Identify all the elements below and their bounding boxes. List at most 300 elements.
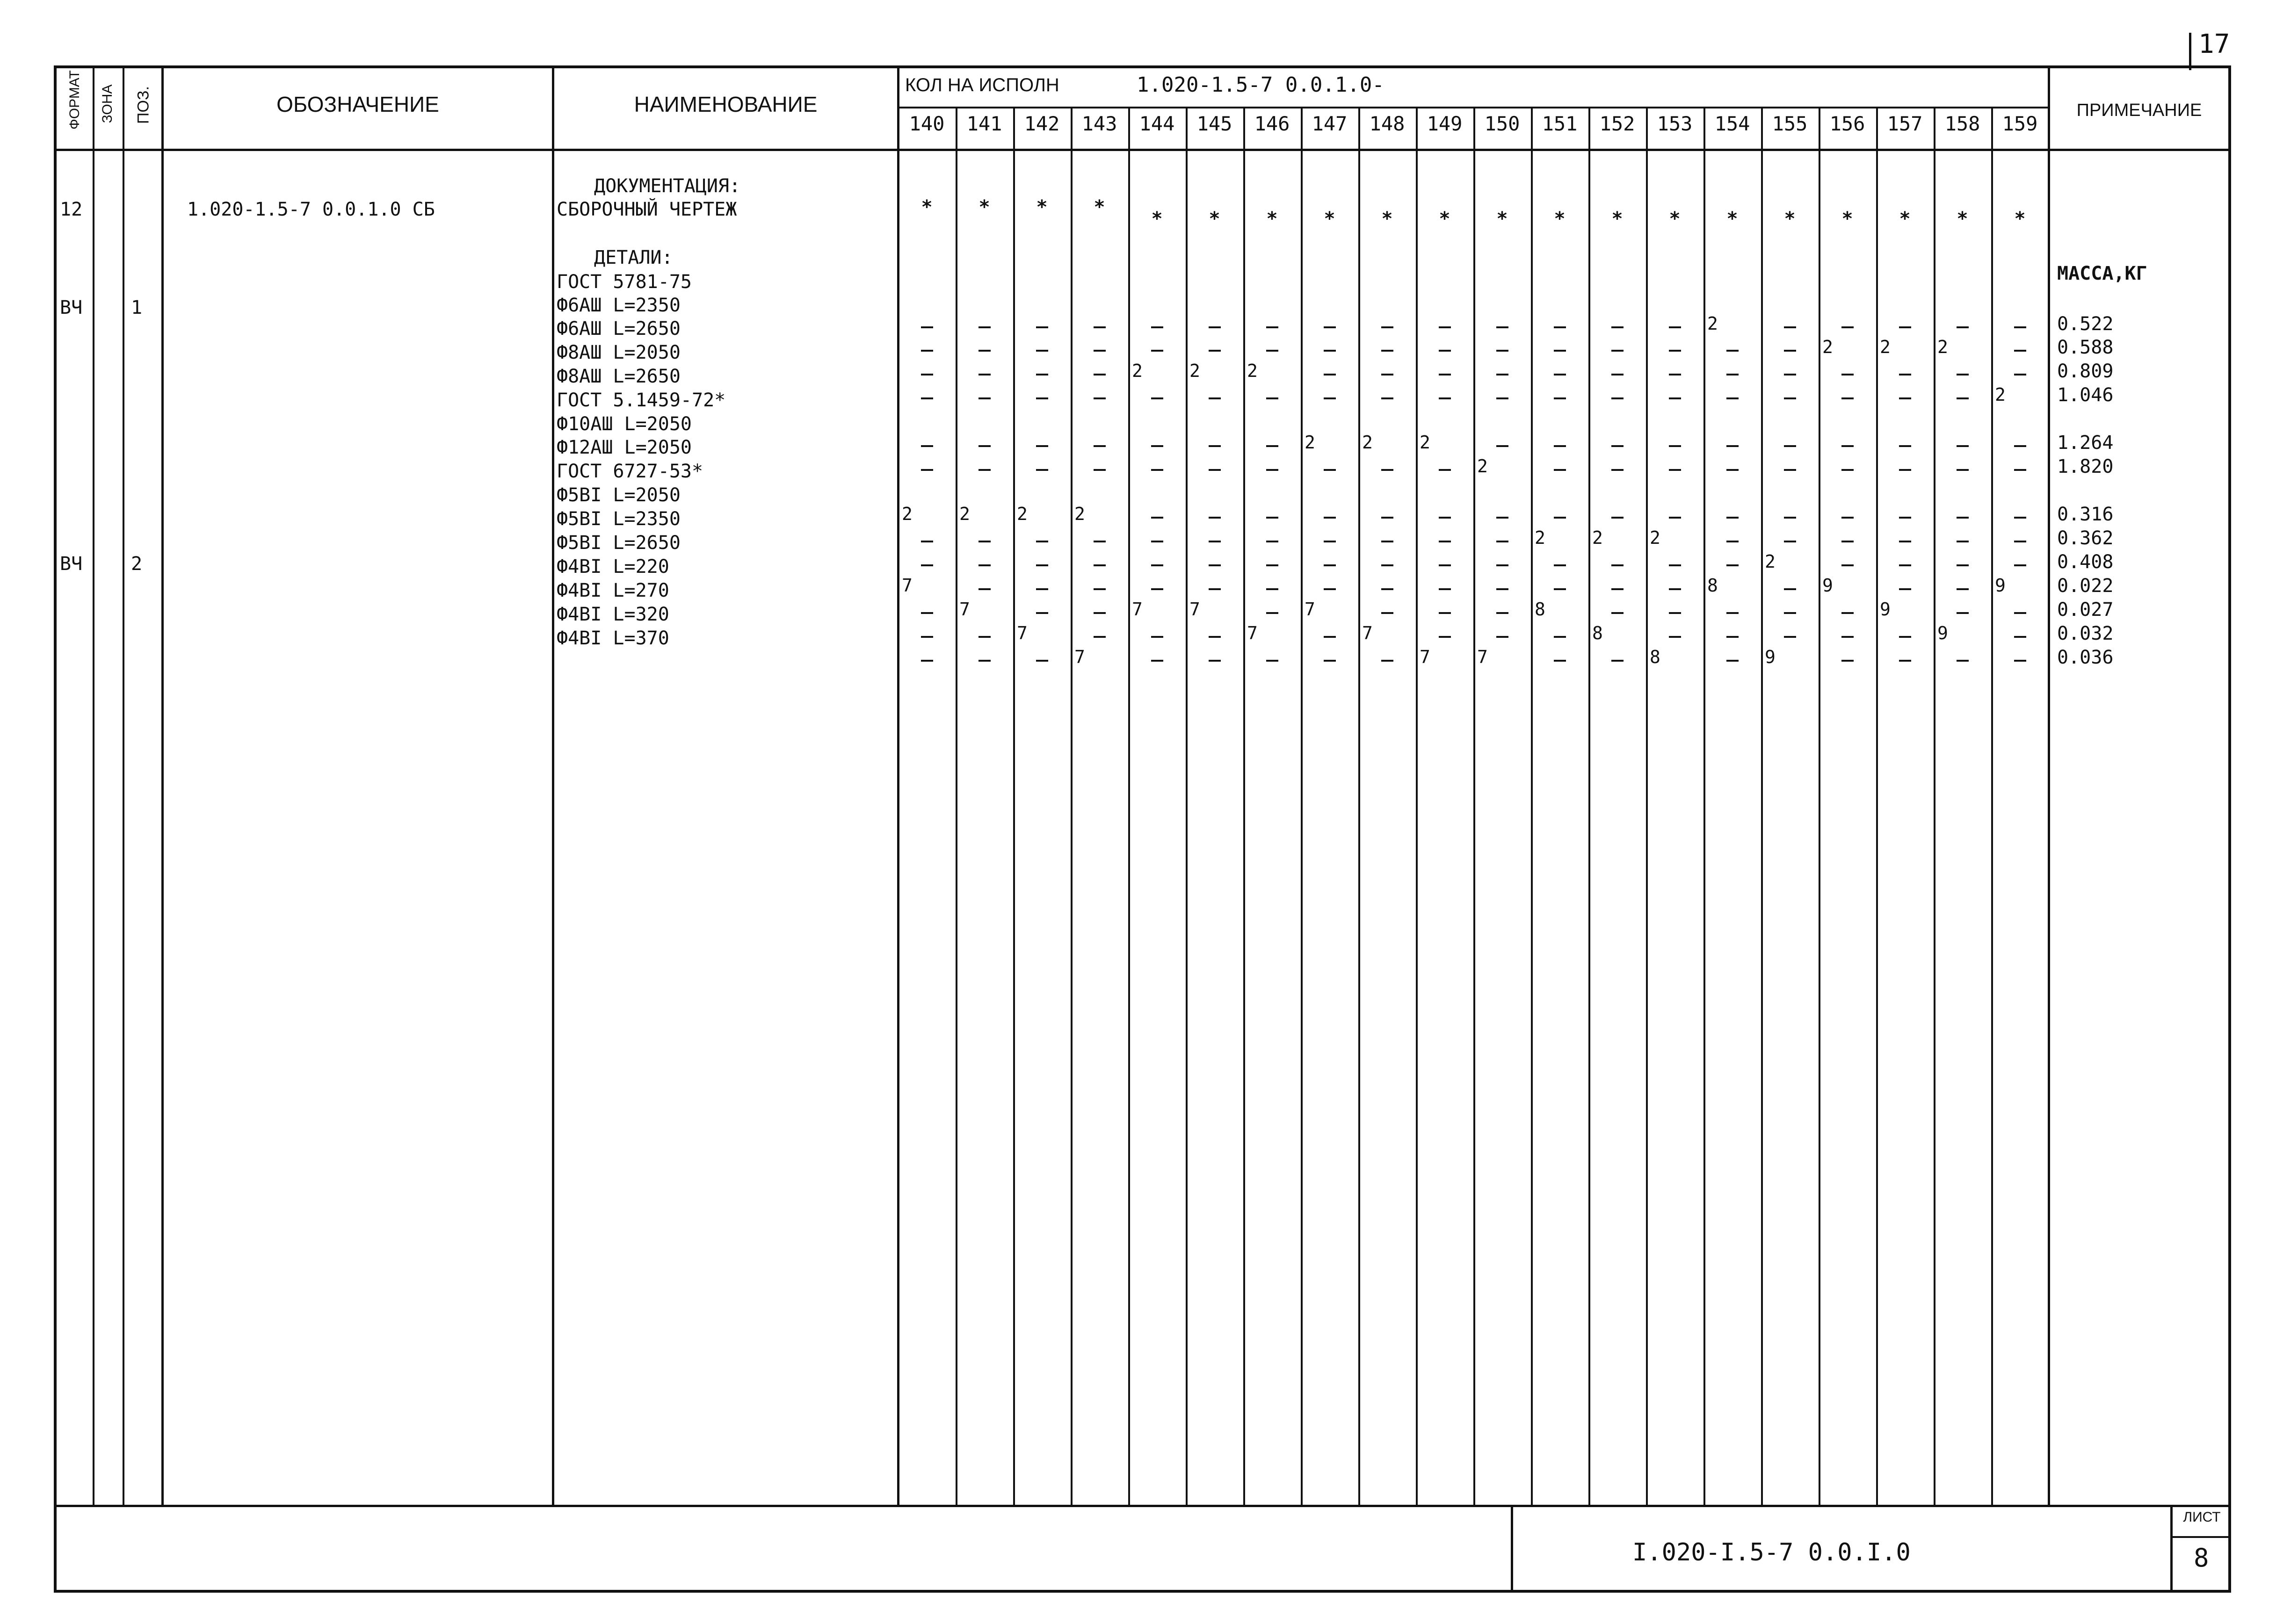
header-note: ПРИМЕЧАНИЕ bbox=[2076, 101, 2202, 120]
exec-col-number: 158 bbox=[1944, 112, 1980, 135]
exec-col-number: 140 bbox=[909, 112, 945, 135]
frame-right bbox=[2228, 65, 2231, 1592]
grid-dash bbox=[1381, 517, 1393, 519]
grid-dash bbox=[2014, 564, 2026, 566]
mass-value: 0.022 bbox=[2057, 575, 2114, 597]
grid-value: 2 bbox=[1650, 527, 1660, 548]
grid-dash bbox=[1381, 612, 1393, 614]
grid-value: 2 bbox=[1477, 456, 1488, 476]
grid-dash bbox=[1957, 660, 1969, 662]
grid-dash bbox=[1669, 517, 1681, 519]
grid-value: 8 bbox=[1535, 599, 1545, 620]
grid-dash bbox=[1496, 636, 1508, 638]
assembly-mark: * bbox=[1209, 208, 1220, 230]
grid-dash bbox=[1209, 588, 1221, 590]
grid-dash bbox=[1094, 397, 1106, 399]
grid-dash bbox=[1899, 660, 1911, 662]
assembly-mark: * bbox=[1784, 208, 1796, 230]
grid-dash bbox=[1496, 350, 1508, 352]
grid-dash bbox=[1669, 445, 1681, 447]
frame-top bbox=[54, 65, 2231, 68]
grid-dash bbox=[2014, 612, 2026, 614]
grid-dash bbox=[1784, 541, 1796, 542]
grid-value: 2 bbox=[902, 504, 913, 524]
row1-designation: 1.020-1.5-7 0.0.1.0 СБ bbox=[187, 199, 435, 220]
grid-value: 2 bbox=[1995, 384, 2006, 405]
grid-dash bbox=[1726, 445, 1739, 447]
grid-value: 2 bbox=[1132, 361, 1143, 381]
grid-value: 8 bbox=[1592, 623, 1603, 643]
grid-dash bbox=[1841, 636, 1854, 638]
grid-value: 2 bbox=[1592, 527, 1603, 548]
grid-dash bbox=[1669, 350, 1681, 352]
name-entry: ГОСТ 5781-75 bbox=[557, 271, 692, 293]
assembly-mark: * bbox=[1726, 208, 1738, 230]
grid-dash bbox=[1439, 636, 1451, 638]
name-entry: Ф6АШ L=2650 bbox=[557, 318, 681, 339]
grid-dash bbox=[1669, 374, 1681, 375]
grid-dash bbox=[2014, 326, 2026, 328]
grid-dash bbox=[1036, 612, 1048, 614]
grid-value: 7 bbox=[1362, 623, 1373, 643]
grid-dash bbox=[1841, 326, 1854, 328]
name-entry: СБОРОЧНЫЙ ЧЕРТЕЖ bbox=[557, 199, 737, 220]
grid-dash bbox=[1209, 517, 1221, 519]
grid-dash bbox=[1381, 326, 1393, 328]
grid-dash bbox=[1381, 374, 1393, 375]
name-entry: ДЕТАЛИ: bbox=[594, 247, 673, 268]
grid-dash bbox=[1151, 350, 1163, 352]
assembly-mark: * bbox=[1036, 196, 1048, 218]
grid-dash bbox=[1324, 636, 1336, 638]
grid-value: 7 bbox=[1132, 599, 1143, 620]
exec-col-rule bbox=[1128, 107, 1130, 1505]
grid-dash bbox=[1266, 660, 1278, 662]
assembly-mark: * bbox=[1094, 196, 1105, 218]
grid-dash bbox=[1036, 326, 1048, 328]
grid-dash bbox=[1554, 469, 1566, 471]
assembly-mark: * bbox=[1554, 208, 1566, 230]
grid-dash bbox=[1554, 397, 1566, 399]
name-entry: Ф4ВI L=320 bbox=[557, 604, 669, 625]
grid-dash bbox=[2014, 350, 2026, 352]
footer-doc-code: I.020-I.5-7 0.0.I.0 bbox=[1632, 1538, 1911, 1566]
mass-value: 1.820 bbox=[2057, 456, 2114, 477]
table-bottom-rule bbox=[54, 1505, 2231, 1507]
row2-pos: 1 bbox=[131, 297, 143, 318]
grid-dash bbox=[1036, 588, 1048, 590]
name-entry: Ф8АШ L=2650 bbox=[557, 366, 681, 387]
grid-dash bbox=[1496, 445, 1508, 447]
grid-dash bbox=[1611, 350, 1624, 352]
name-entry: Ф5ВI L=2650 bbox=[557, 532, 681, 554]
grid-dash bbox=[1496, 564, 1508, 566]
grid-dash bbox=[1439, 564, 1451, 566]
grid-value: 2 bbox=[1362, 432, 1373, 453]
grid-value: 2 bbox=[1074, 504, 1085, 524]
grid-dash bbox=[1726, 612, 1739, 614]
grid-dash bbox=[1611, 612, 1624, 614]
exec-col-number: 146 bbox=[1254, 112, 1290, 135]
grid-dash bbox=[1324, 541, 1336, 542]
grid-dash bbox=[1669, 469, 1681, 471]
grid-dash bbox=[1899, 445, 1911, 447]
grid-dash bbox=[1899, 374, 1911, 375]
grid-dash bbox=[1094, 636, 1106, 638]
mass-value: 0.036 bbox=[2057, 647, 2114, 668]
header-name: НАИМЕНОВАНИЕ bbox=[634, 92, 818, 116]
grid-dash bbox=[2014, 469, 2026, 471]
grid-dash bbox=[1899, 564, 1911, 566]
grid-dash bbox=[1266, 541, 1278, 542]
exec-col-rule bbox=[1243, 107, 1245, 1505]
grid-dash bbox=[1439, 517, 1451, 519]
grid-dash bbox=[1496, 541, 1508, 542]
assembly-mark: * bbox=[1841, 208, 1853, 230]
grid-value: 2 bbox=[959, 504, 970, 524]
grid-dash bbox=[1381, 588, 1393, 590]
grid-dash bbox=[921, 612, 933, 614]
col-rule-zone bbox=[123, 65, 124, 1506]
grid-dash bbox=[1554, 350, 1566, 352]
grid-dash bbox=[1554, 660, 1566, 662]
grid-dash bbox=[2014, 541, 2026, 542]
grid-dash bbox=[1094, 564, 1106, 566]
exec-col-number: 147 bbox=[1312, 112, 1348, 135]
grid-value: 2 bbox=[1420, 432, 1430, 453]
grid-dash bbox=[1669, 588, 1681, 590]
grid-dash bbox=[1036, 374, 1048, 375]
mass-value: 0.588 bbox=[2057, 337, 2114, 358]
grid-dash bbox=[1784, 350, 1796, 352]
grid-dash bbox=[1266, 564, 1278, 566]
exec-col-number: 145 bbox=[1196, 112, 1232, 135]
grid-dash bbox=[1439, 326, 1451, 328]
grid-dash bbox=[1726, 397, 1739, 399]
grid-dash bbox=[1324, 397, 1336, 399]
grid-dash bbox=[1957, 397, 1969, 399]
grid-value: 2 bbox=[1937, 337, 1948, 357]
grid-dash bbox=[1899, 469, 1911, 471]
name-entry: ДОКУМЕНТАЦИЯ: bbox=[594, 175, 741, 197]
grid-dash bbox=[1899, 326, 1911, 328]
grid-dash bbox=[979, 469, 991, 471]
grid-dash bbox=[1669, 397, 1681, 399]
assembly-mark: * bbox=[921, 196, 933, 218]
grid-dash bbox=[1669, 564, 1681, 566]
grid-dash bbox=[1957, 517, 1969, 519]
header-bottom-rule bbox=[54, 149, 2231, 151]
name-entry: Ф6АШ L=2350 bbox=[557, 295, 681, 316]
grid-dash bbox=[1266, 326, 1278, 328]
grid-value: 8 bbox=[1650, 647, 1660, 667]
grid-value: 9 bbox=[1880, 599, 1891, 620]
grid-dash bbox=[1554, 636, 1566, 638]
grid-dash bbox=[1036, 660, 1048, 662]
exec-col-number: 156 bbox=[1829, 112, 1865, 135]
grid-value: 7 bbox=[1305, 599, 1315, 620]
exec-col-rule bbox=[1013, 107, 1015, 1505]
frame-left bbox=[54, 65, 57, 1592]
grid-dash bbox=[979, 397, 991, 399]
exec-col-number: 159 bbox=[2002, 112, 2038, 135]
name-entry: Ф4ВI L=270 bbox=[557, 580, 669, 601]
grid-dash bbox=[1784, 612, 1796, 614]
mass-value: 0.032 bbox=[2057, 623, 2114, 644]
header-designation: ОБОЗНАЧЕНИЕ bbox=[276, 92, 439, 116]
grid-dash bbox=[979, 541, 991, 542]
grid-dash bbox=[1381, 541, 1393, 542]
grid-dash bbox=[921, 326, 933, 328]
col-rule-note bbox=[2048, 65, 2050, 1506]
exec-col-number: 155 bbox=[1772, 112, 1808, 135]
grid-dash bbox=[1957, 326, 1969, 328]
grid-dash bbox=[1036, 541, 1048, 542]
grid-dash bbox=[1151, 397, 1163, 399]
exec-col-rule bbox=[1473, 107, 1475, 1505]
grid-dash bbox=[1151, 636, 1163, 638]
grid-dash bbox=[1611, 374, 1624, 375]
grid-dash bbox=[1611, 564, 1624, 566]
grid-dash bbox=[1381, 660, 1393, 662]
assembly-mark: * bbox=[1381, 208, 1393, 230]
grid-dash bbox=[1726, 350, 1739, 352]
col-rule-pos bbox=[161, 65, 164, 1506]
exec-col-rule bbox=[1301, 107, 1303, 1505]
grid-dash bbox=[1496, 397, 1508, 399]
exec-col-number: 141 bbox=[966, 112, 1002, 135]
header-pos: ПОЗ. bbox=[134, 86, 152, 124]
assembly-mark: * bbox=[1324, 208, 1335, 230]
grid-dash bbox=[1094, 612, 1106, 614]
grid-dash bbox=[2014, 636, 2026, 638]
grid-value: 7 bbox=[1017, 623, 1028, 643]
grid-dash bbox=[1726, 517, 1739, 519]
grid-dash bbox=[921, 445, 933, 447]
grid-dash bbox=[1899, 517, 1911, 519]
grid-dash bbox=[1094, 350, 1106, 352]
grid-dash bbox=[1094, 326, 1106, 328]
col-rule-name bbox=[897, 65, 899, 1506]
exec-col-rule bbox=[1761, 107, 1763, 1505]
grid-dash bbox=[2014, 374, 2026, 375]
grid-dash bbox=[1151, 326, 1163, 328]
exec-col-number: 151 bbox=[1542, 112, 1578, 135]
grid-dash bbox=[1266, 517, 1278, 519]
grid-dash bbox=[1554, 564, 1566, 566]
grid-dash bbox=[1841, 517, 1854, 519]
grid-dash bbox=[921, 350, 933, 352]
grid-dash bbox=[1611, 326, 1624, 328]
grid-dash bbox=[1439, 397, 1451, 399]
grid-dash bbox=[1784, 636, 1796, 638]
grid-dash bbox=[1957, 612, 1969, 614]
grid-dash bbox=[921, 374, 933, 375]
grid-dash bbox=[1611, 517, 1624, 519]
grid-dash bbox=[1899, 588, 1911, 590]
grid-dash bbox=[1266, 397, 1278, 399]
grid-dash bbox=[1151, 445, 1163, 447]
exec-col-rule bbox=[1071, 107, 1073, 1505]
grid-dash bbox=[1554, 445, 1566, 447]
grid-dash bbox=[1209, 350, 1221, 352]
grid-dash bbox=[1209, 660, 1221, 662]
assembly-mark: * bbox=[1266, 208, 1278, 230]
grid-dash bbox=[1841, 564, 1854, 566]
grid-dash bbox=[1784, 445, 1796, 447]
exec-col-rule bbox=[1876, 107, 1878, 1505]
grid-dash bbox=[1381, 469, 1393, 471]
exec-col-rule bbox=[1531, 107, 1533, 1505]
exec-col-number: 157 bbox=[1887, 112, 1923, 135]
mass-value: 0.362 bbox=[2057, 527, 2114, 549]
grid-dash bbox=[1266, 350, 1278, 352]
exec-col-number: 149 bbox=[1427, 112, 1463, 135]
exec-col-number: 148 bbox=[1369, 112, 1405, 135]
grid-value: 9 bbox=[1765, 647, 1776, 667]
grid-dash bbox=[1209, 469, 1221, 471]
grid-dash bbox=[1094, 469, 1106, 471]
grid-value: 9 bbox=[1995, 575, 2006, 596]
grid-value: 7 bbox=[1247, 623, 1258, 643]
grid-dash bbox=[1841, 445, 1854, 447]
grid-dash bbox=[1324, 564, 1336, 566]
exec-col-rule bbox=[1819, 107, 1820, 1505]
grid-dash bbox=[1036, 397, 1048, 399]
header-qty-code: 1.020-1.5-7 0.0.1.0- bbox=[1137, 73, 1384, 97]
grid-dash bbox=[1151, 541, 1163, 542]
exec-col-number: 154 bbox=[1714, 112, 1750, 135]
header-format: ФОРМАТ bbox=[67, 70, 82, 130]
grid-dash bbox=[1439, 541, 1451, 542]
row1-format: 12 bbox=[60, 199, 83, 220]
grid-dash bbox=[1726, 564, 1739, 566]
grid-dash bbox=[1784, 588, 1796, 590]
exec-col-number: 150 bbox=[1484, 112, 1520, 135]
name-entry: Ф5ВI L=2050 bbox=[557, 484, 681, 506]
grid-dash bbox=[1324, 469, 1336, 471]
grid-dash bbox=[1957, 541, 1969, 542]
exec-col-rule bbox=[956, 107, 957, 1505]
page-number-rule bbox=[2189, 33, 2191, 70]
mass-value: 0.027 bbox=[2057, 599, 2114, 621]
grid-dash bbox=[1324, 588, 1336, 590]
grid-dash bbox=[1266, 445, 1278, 447]
grid-dash bbox=[1957, 445, 1969, 447]
col-rule-format bbox=[93, 65, 94, 1506]
grid-dash bbox=[979, 326, 991, 328]
grid-dash bbox=[979, 564, 991, 566]
grid-value: 7 bbox=[959, 599, 970, 620]
grid-dash bbox=[1784, 374, 1796, 375]
assembly-mark: * bbox=[1611, 208, 1623, 230]
row3-format: ВЧ bbox=[60, 553, 83, 575]
grid-dash bbox=[1209, 636, 1221, 638]
grid-dash bbox=[1611, 660, 1624, 662]
grid-value: 7 bbox=[1189, 599, 1200, 620]
grid-value: 7 bbox=[1477, 647, 1488, 667]
grid-dash bbox=[1669, 636, 1681, 638]
grid-dash bbox=[1496, 612, 1508, 614]
mass-value: 0.408 bbox=[2057, 551, 2114, 573]
grid-dash bbox=[1726, 469, 1739, 471]
grid-dash bbox=[1324, 517, 1336, 519]
grid-dash bbox=[1554, 517, 1566, 519]
grid-value: 2 bbox=[1305, 432, 1315, 453]
grid-dash bbox=[1957, 374, 1969, 375]
assembly-mark: * bbox=[1899, 208, 1911, 230]
grid-dash bbox=[1957, 588, 1969, 590]
grid-value: 7 bbox=[902, 575, 913, 596]
grid-value: 9 bbox=[1822, 575, 1833, 596]
grid-dash bbox=[1726, 541, 1739, 542]
col-rule-designation bbox=[552, 65, 554, 1506]
grid-value: 7 bbox=[1074, 647, 1085, 667]
grid-dash bbox=[979, 660, 991, 662]
grid-dash bbox=[1266, 612, 1278, 614]
grid-dash bbox=[1841, 541, 1854, 542]
grid-value: 2 bbox=[1189, 361, 1200, 381]
assembly-mark: * bbox=[2014, 208, 2026, 230]
grid-dash bbox=[1784, 517, 1796, 519]
grid-value: 9 bbox=[1937, 623, 1948, 643]
assembly-mark: * bbox=[1439, 208, 1450, 230]
grid-dash bbox=[1496, 374, 1508, 375]
grid-dash bbox=[1784, 397, 1796, 399]
grid-dash bbox=[1036, 350, 1048, 352]
grid-value: 2 bbox=[1017, 504, 1028, 524]
grid-value: 8 bbox=[1707, 575, 1718, 596]
mass-value: 0.316 bbox=[2057, 504, 2114, 525]
grid-dash bbox=[921, 660, 933, 662]
grid-dash bbox=[979, 588, 991, 590]
grid-dash bbox=[1324, 374, 1336, 375]
row3-pos: 2 bbox=[131, 553, 143, 575]
stamp-sheet-hrule bbox=[2170, 1536, 2231, 1538]
grid-dash bbox=[979, 350, 991, 352]
name-entry: Ф4ВI L=370 bbox=[557, 628, 669, 649]
grid-dash bbox=[1209, 445, 1221, 447]
grid-dash bbox=[921, 564, 933, 566]
exec-col-rule bbox=[1991, 107, 1993, 1505]
grid-dash bbox=[1036, 564, 1048, 566]
assembly-mark: * bbox=[1151, 208, 1163, 230]
assembly-mark: * bbox=[1496, 208, 1508, 230]
grid-dash bbox=[1611, 445, 1624, 447]
grid-dash bbox=[1439, 588, 1451, 590]
name-entry: Ф4ВI L=220 bbox=[557, 556, 669, 577]
grid-dash bbox=[2014, 517, 2026, 519]
grid-dash bbox=[1554, 588, 1566, 590]
grid-dash bbox=[1554, 374, 1566, 375]
grid-dash bbox=[979, 636, 991, 638]
exec-col-number: 144 bbox=[1139, 112, 1175, 135]
grid-dash bbox=[1669, 326, 1681, 328]
exec-col-rule bbox=[1703, 107, 1705, 1505]
grid-dash bbox=[1957, 469, 1969, 471]
grid-dash bbox=[1036, 469, 1048, 471]
exec-col-number: 142 bbox=[1024, 112, 1060, 135]
grid-dash bbox=[1381, 397, 1393, 399]
grid-value: 2 bbox=[1707, 313, 1718, 334]
grid-dash bbox=[1669, 612, 1681, 614]
assembly-mark: * bbox=[979, 196, 990, 218]
grid-dash bbox=[1784, 326, 1796, 328]
name-entry: Ф8АШ L=2050 bbox=[557, 342, 681, 363]
grid-dash bbox=[921, 397, 933, 399]
grid-dash bbox=[1841, 660, 1854, 662]
grid-dash bbox=[1151, 564, 1163, 566]
